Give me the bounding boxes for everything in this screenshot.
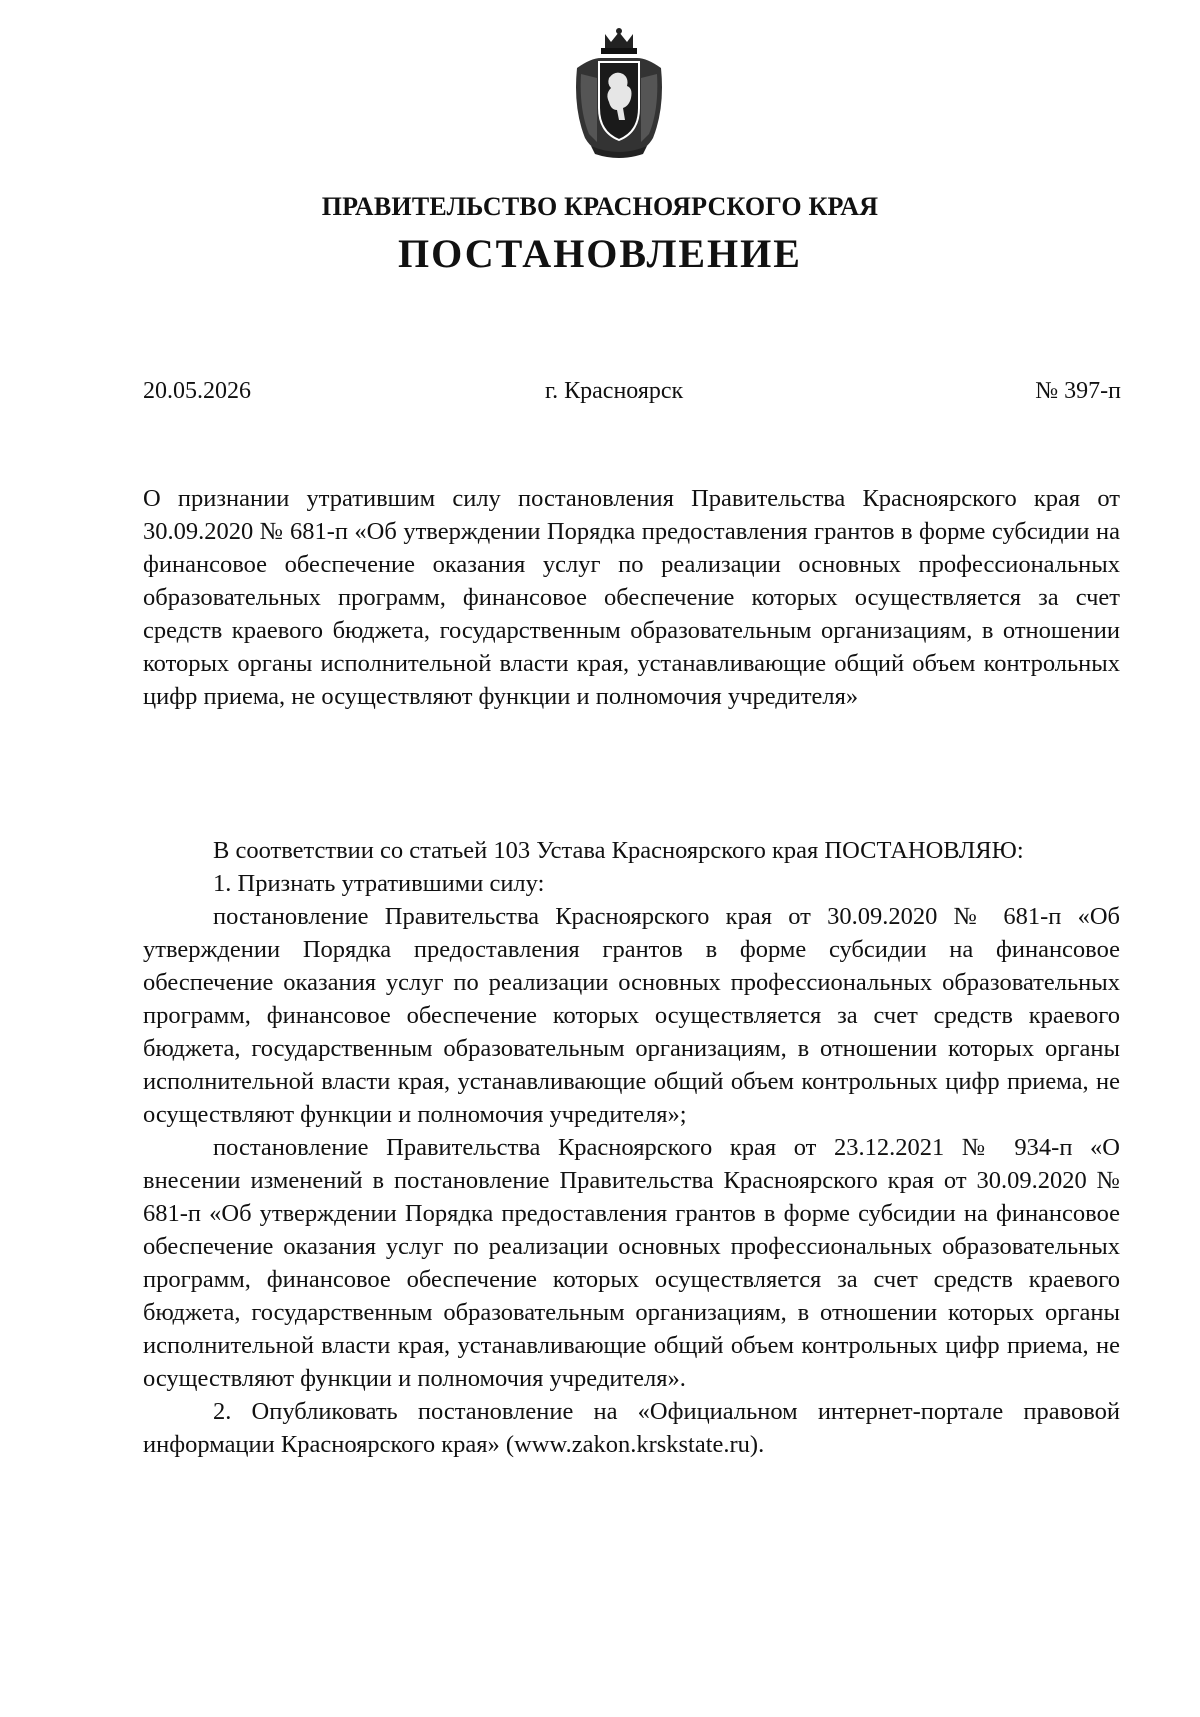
- document-type-title: ПОСТАНОВЛЕНИЕ: [398, 231, 802, 276]
- coat-of-arms-icon: [571, 28, 667, 160]
- document-city: г. Красноярск: [545, 378, 684, 404]
- item-1-resolution-b: постановление Правительства Красноярского края от 23.12.2021 № 934-п «О внесении изменений в постановление Правительства Красноярского края от 30.09.2020 № 681-п «Об утверждении Порядка предоставления грантов в форме субсидии на финансовое обеспечение оказания услуг по реализации основных профессиональных образовательных программ, финансовое обеспечение которых осуществляется за счет средств краевого бюджета, государственным образовательным организациям, в отношении которых органы исполнительной власти края, устанавливающие общий объем контрольных цифр приема, не осуществляют функции и полномочия учредителя».: [143, 1134, 1120, 1392]
- document-subject: О признании утратившим силу постановления Правительства Красноярского края от 30.09.2020 № 681-п «Об утверждении Порядка предоставления грантов в форме субсидии на финансовое обеспечение оказания услуг по реализации основных профессиональных образовательных программ, финансовое обеспечение которых осуществляется за счет средств краевого бюджета, государственным образовательным организациям, в отношении которых органы исполнительной власти края, устанавливающие общий объем контрольных цифр приема, не осуществляют функции и полномочия учредителя»: [143, 485, 1120, 710]
- document-date: 20.05.2026: [143, 378, 251, 404]
- preamble-paragraph: В соответствии со статьей 103 Устава Красноярского края ПОСТАНОВЛЯЮ:: [213, 837, 1024, 864]
- item-1-paragraph: 1. Признать утратившими силу:: [213, 870, 545, 897]
- organization-name: ПРАВИТЕЛЬСТВО КРАСНОЯРСКОГО КРАЯ: [321, 192, 879, 221]
- document-number: № 397-п: [1035, 378, 1121, 404]
- item-2-paragraph: 2. Опубликовать постановление на «Официальном интернет-портале правовой информации Красноярского края» (www.zakon.krskstate.ru).: [143, 1398, 1120, 1458]
- document-body: [143, 834, 1120, 1461]
- item-1-resolution-a: постановление Правительства Красноярского края от 30.09.2020 № 681-п «Об утверждении Порядка предоставления грантов в форме субсидии на финансовое обеспечение оказания услуг по реализации основных профессиональных образовательных программ, финансовое обеспечение которых осуществляется за счет средств краевого бюджета, государственным образовательным организациям, в отношении которых органы исполнительной власти края, устанавливающие общий объем контрольных цифр приема, не осуществляют функции и полномочия учредителя»;: [143, 903, 1120, 1128]
